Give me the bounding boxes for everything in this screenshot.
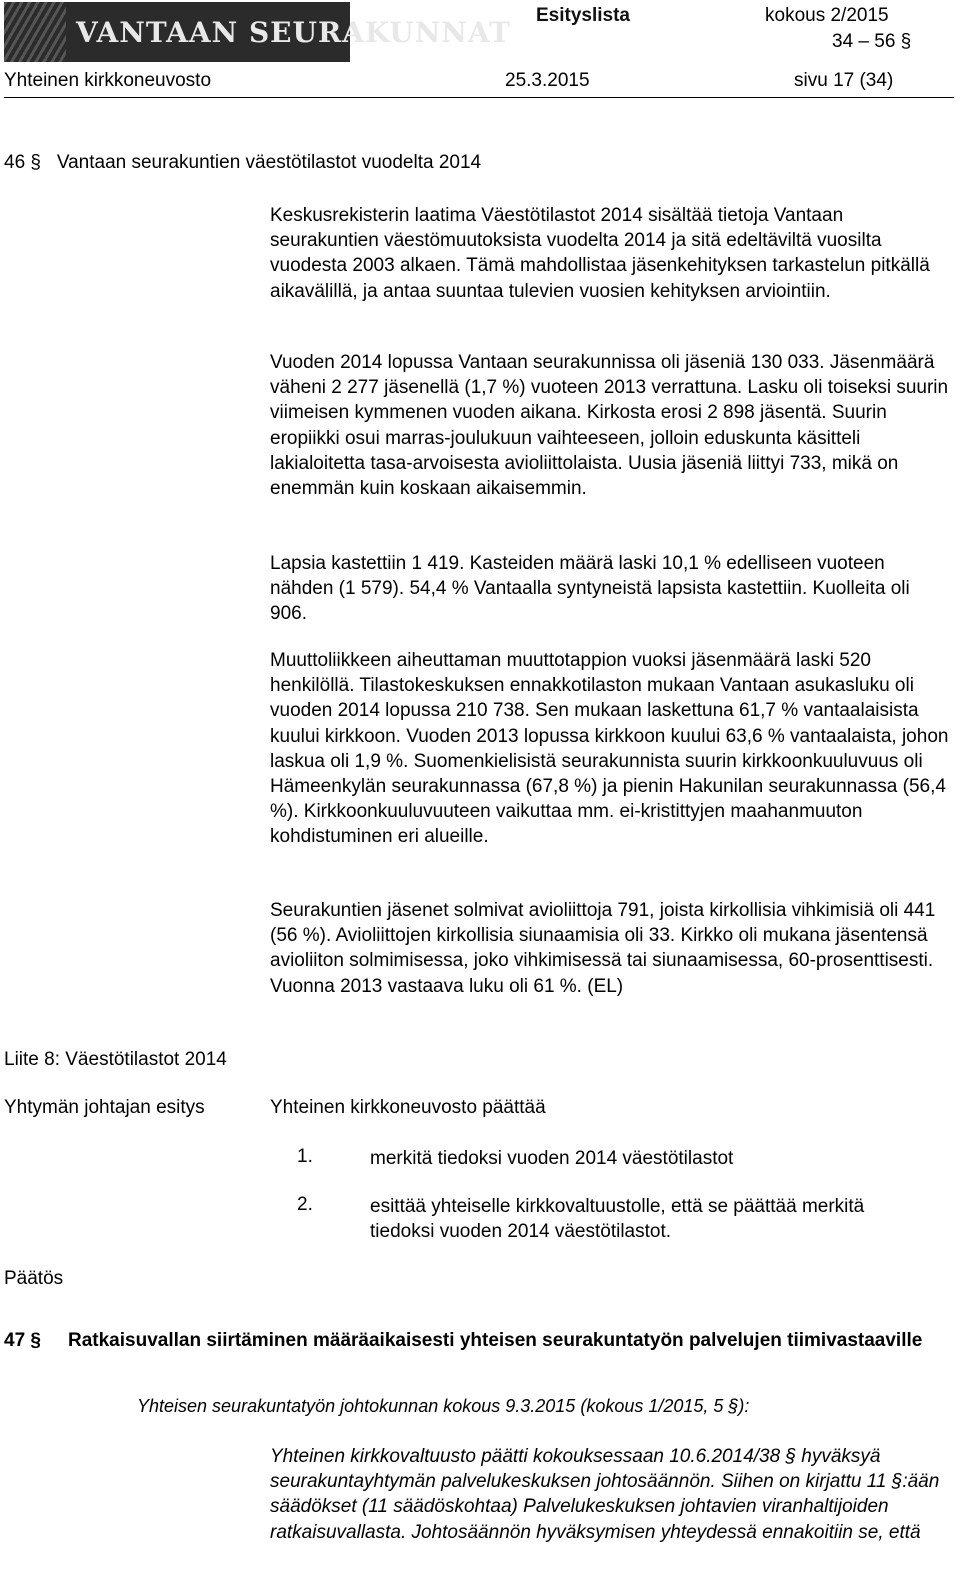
section-46-heading [4,152,481,174]
meeting-date: 25.3.2015 [505,70,590,91]
paragraph: Muuttoliikkeen aiheuttaman muuttotappion vuoksi jäsenmäärä laski 520 henkilöllä. Tilastokeskuksen ennakkotilaston mukaan Vantaan asukasluku oli vuoden 2014 lopussa 210 738. Sen mukaan laskettuna 61,7 % vantaalaisista kuului kirkkoon. Vuoden 2013 lopussa kirkkoon kuului 63,6 % vantaalaista, johon laskua oli 1,9 %. Suomenkielisistä seurakunnista suurin kirkkoonkuuluvuus oli Hämeenkylän seurakunnassa (67,8 %) ja pienin Hakunilan seurakunnassa (56,4 %). Kirkkoonkuuluvuuteen vaikuttaa mm. ei-kristittyjen maahanmuuton kohdistuminen eri alueille. [270,650,949,848]
organ-name: Yhteinen kirkkoneuvosto [4,70,212,91]
meeting-number: kokous 2/2015 [765,5,889,26]
vantaan-seurakunnat-logo [4,2,511,62]
attachment-label: Liite 8: Väestötilastot 2014 [4,1049,227,1070]
proposal-item-number: 1. [297,1146,313,1167]
section-47-number: 47 § [4,1330,41,1351]
decision-label: Päätös [4,1268,64,1289]
paragraph: Vuoden 2014 lopussa Vantaan seurakunnissa oli jäseniä 130 033. Jäsenmäärä väheni 2 277 jäsenellä (1,7 %) vuoteen 2013 verrattuna. Lasku oli toiseksi suurin viimeisen kymmenen vuoden aikana. Kirkosta erosi 2 898 jäsentä. Suurin eropiikki osui marras-joulukuun vaihteeseen, jolloin eduskunta käsitteli lakialoitetta tasa-arvoisesta avioliittolaista. Uusia jäseniä liittyi 733, mikä on enemmän kuin koskaan aikaisemmin. [270,352,949,500]
paragraph: Yhteinen kirkkovaltuusto päätti kokouksessaan 10.6.2014/38 § hyväksyä seurakuntayhtymän palvelukeskuksen johtosäännön. Siihen on kirjattu 11 §:ään säädökset (11 säädöskohtaa) Palvelukeskuksen johtavien viranhaltijoiden ratkaisuvallasta. Johtosäännön hyväksymisen yhteydessä ennakoitiin se, että [270,1446,940,1543]
logo-text: VANTAAN SEURAKUNNAT [76,16,511,49]
section-47-reference: Yhteisen seurakuntatyön johtokunnan kokous 9.3.2015 (kokous 1/2015, 5 §): [137,1396,750,1416]
paragraph: Keskusrekisterin laatima Väestötilastot 2014 sisältää tietoja Vantaan seurakuntien väestömuutoksista vuodelta 2014 ja sitä edeltäviltä vuosilta vuodesta 2003 alkaen. Tämä mahdollistaa jäsenkehityksen tarkastelun pitkällä aikavälillä, ja antaa suuntaa tulevien vuosien kehityksen arviointiin. [270,205,930,302]
section-46-text-4 [270,648,950,850]
page-number: sivu 17 (34) [794,70,894,91]
section-46-text-1 [270,203,950,304]
proposal-item-number: 2. [297,1194,313,1215]
section-47-text [270,1444,950,1545]
section-46-text-3 [270,551,950,627]
paragraph: Seurakuntien jäsenet solmivat avioliittoja 791, joista kirkollisia vihkimisiä oli 441 (56 %). Avioliittojen kirkollisia siunaamisia oli 33. Kirkko oli mukana jäsentensä avioliiton solmimisessa, joko vihkimisessä tai siunaamisessa, 60-prosenttisesti. Vuonna 2013 vastaava luku oli 61 %. (EL) [270,900,936,997]
proposal-label: Yhtymän johtajan esitys [4,1097,205,1118]
section-number: 46 § [4,152,41,173]
proposal-lead: Yhteinen kirkkoneuvosto päättää [270,1097,546,1118]
item-range: 34 – 56 § [832,31,912,52]
header-divider [4,97,954,98]
proposal-item-text: merkitä tiedoksi vuoden 2014 väestötilastot [370,1148,734,1169]
paragraph: Lapsia kastettiin 1 419. Kasteiden määrä laski 10,1 % edelliseen vuoteen nähden (1 579). 54,4 % Vantaalla syntyneistä lapsista kastettiin. Kuolleita oli 906. [270,553,910,625]
section-47-title: Ratkaisuvallan siirtäminen määräaikaisesti yhteisen seurakuntatyön palvelujen tiimivastaaville [68,1330,923,1351]
logo-emblem [4,2,66,62]
document-type: Esityslista [536,5,630,26]
section-46-text-2 [270,350,950,501]
section-46-text-5 [270,898,950,999]
proposal-item-text: esittää yhteiselle kirkkovaltuustolle, että se päättää merkitä tiedoksi vuoden 2014 väestötilastot. [370,1196,865,1243]
section-title: Vantaan seurakuntien väestötilastot vuodelta 2014 [56,152,482,173]
